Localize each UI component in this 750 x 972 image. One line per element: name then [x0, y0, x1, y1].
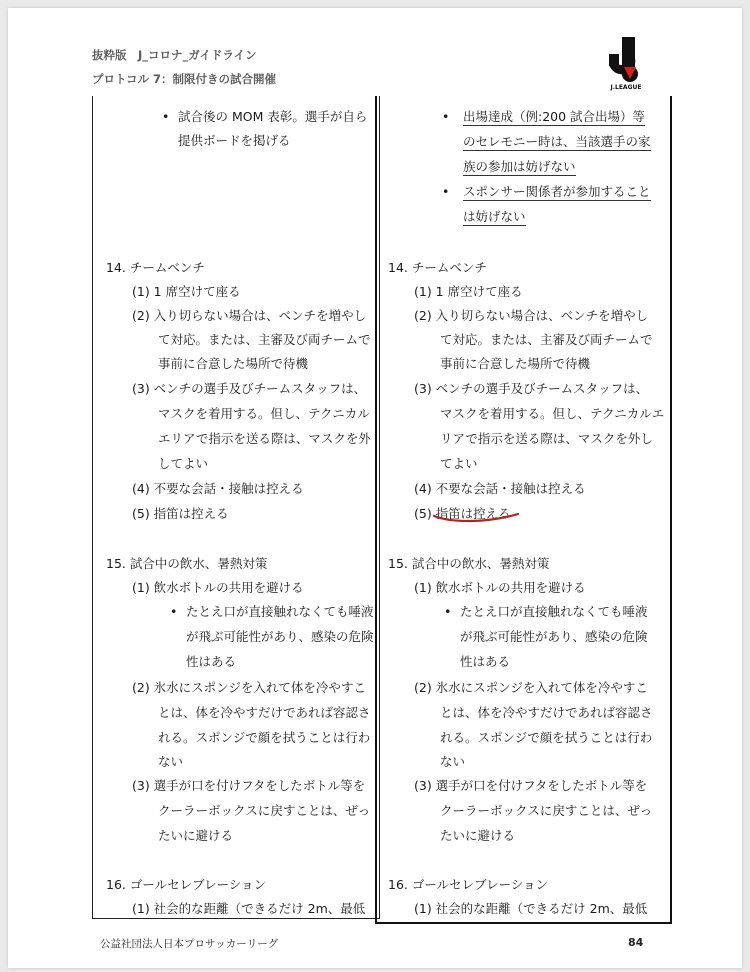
underlined-line: は妨げない: [463, 209, 526, 224]
line-text: クーラーボックスに戻すことは、ぜっ: [158, 803, 371, 818]
line-text: (1) 社会的な距離（できるだけ 2m、最低: [414, 901, 648, 916]
line-text: たとえ口が直接触れなくても唾液: [460, 604, 648, 619]
underlined-line: 族の参加は妨げない: [463, 159, 576, 174]
line-text: 提供ボードを掲げる: [178, 133, 291, 148]
line-text: (5) 指笛は控える: [414, 506, 511, 521]
document-header-title: 抜粋版 J_コロナ_ガイドライン: [92, 48, 257, 62]
section-heading: 14. チームベンチ: [106, 260, 205, 275]
logo-wordmark: J.LEAGUE: [610, 84, 642, 91]
line-text: (2) 氷水にスポンジを入れて体を冷やすこ: [414, 680, 648, 695]
line-text: が飛ぶ可能性があり、感染の危険: [186, 629, 374, 644]
line-text: (2) 氷水にスポンジを入れて体を冷やすこ: [132, 680, 366, 695]
line-text: たとえ口が直接触れなくても唾液: [186, 604, 374, 619]
underlined-line: のセレモニー時は、当該選手の家: [463, 134, 651, 149]
line-text: クーラーボックスに戻すことは、ぜっ: [440, 803, 653, 818]
section-heading: 15. 試合中の飲水、暑熱対策: [388, 556, 550, 571]
line-text: ない: [158, 754, 184, 769]
line-text: (3) 選手が口を付けフタをしたボトル等を: [414, 778, 648, 793]
line-text: (2) 入り切らない場合は、ベンチを増やし: [132, 308, 367, 323]
section-heading: 14. チームベンチ: [388, 260, 487, 275]
line-text: 試合後の MOM 表彰。選手が自ら: [178, 109, 368, 124]
line-text: て対応。または、主審及び両チームで: [158, 332, 371, 347]
footer-organization: 公益社団法人日本プロサッカーリーグ: [100, 938, 279, 950]
line-text: マスクを着用する。但し、テクニカルエ: [440, 406, 665, 421]
line-text: れる。スポンジで顔を拭うことは行わ: [158, 730, 371, 745]
line-text: (1) 1 席空けて座る: [132, 284, 241, 299]
line-text: (3) ベンチの選手及びチームスタッフは、: [414, 381, 649, 396]
line-text: (5) 指笛は控える: [132, 506, 229, 521]
line-text: とは、体を冷やすだけであれば容認さ: [158, 705, 371, 720]
line-text: (1) 社会的な距離（できるだけ 2m、最低: [132, 901, 366, 916]
line-text: たいに避ける: [158, 828, 234, 843]
line-text: (3) ベンチの選手及びチームスタッフは、: [132, 381, 367, 396]
line-text: とは、体を冷やすだけであれば容認さ: [440, 705, 653, 720]
line-text: ない: [440, 754, 466, 769]
bullet-mark: •: [162, 109, 170, 124]
bullet-mark: •: [444, 604, 452, 619]
line-text: (4) 不要な会話・接触は控える: [132, 481, 304, 496]
jleague-logo: [600, 36, 652, 92]
line-text: リアで指示を送る際は、マスクを外し: [440, 431, 653, 446]
underlined-line: スポンサー関係者が参加すること: [463, 184, 651, 199]
line-text: が飛ぶ可能性があり、感染の危険: [460, 629, 648, 644]
line-text: (2) 入り切らない場合は、ベンチを増やし: [414, 308, 649, 323]
bullet-mark: •: [170, 604, 178, 619]
section-heading: 16. ゴールセレブレーション: [106, 877, 267, 892]
bullet-mark: •: [442, 184, 450, 199]
line-text: エリアで指示を送る際は、マスクを外: [158, 431, 371, 446]
document-header-protocol: プロトコル 7：制限付きの試合開催: [92, 72, 277, 86]
line-text: (3) 選手が口を付けフタをしたボトル等を: [132, 778, 366, 793]
line-text: (1) 飲水ボトルの共用を避ける: [414, 580, 586, 595]
line-text: 性はある: [460, 654, 511, 669]
line-text: (1) 1 席空けて座る: [414, 284, 523, 299]
line-text: (4) 不要な会話・接触は控える: [414, 481, 586, 496]
line-text: れる。スポンジで顔を拭うことは行わ: [440, 730, 653, 745]
section-heading: 16. ゴールセレブレーション: [388, 877, 549, 892]
red-pen-underline: [432, 510, 522, 524]
line-text: (1) 飲水ボトルの共用を避ける: [132, 580, 304, 595]
line-text: 事前に合意した場所で待機: [158, 356, 309, 371]
page-number: 84: [628, 936, 644, 949]
line-text: て対応。または、主審及び両チームで: [440, 332, 653, 347]
section-heading: 15. 試合中の飲水、暑熱対策: [106, 556, 268, 571]
line-text: てよい: [440, 456, 478, 471]
line-text: マスクを着用する。但し、テクニカル: [158, 406, 370, 421]
line-text: 事前に合意した場所で待機: [440, 356, 591, 371]
line-text: たいに避ける: [440, 828, 516, 843]
bullet-mark: •: [442, 109, 450, 124]
line-text: してよい: [158, 456, 209, 471]
line-text: 性はある: [186, 654, 237, 669]
underlined-line: 出場達成（例:200 試合出場）等: [463, 109, 646, 124]
